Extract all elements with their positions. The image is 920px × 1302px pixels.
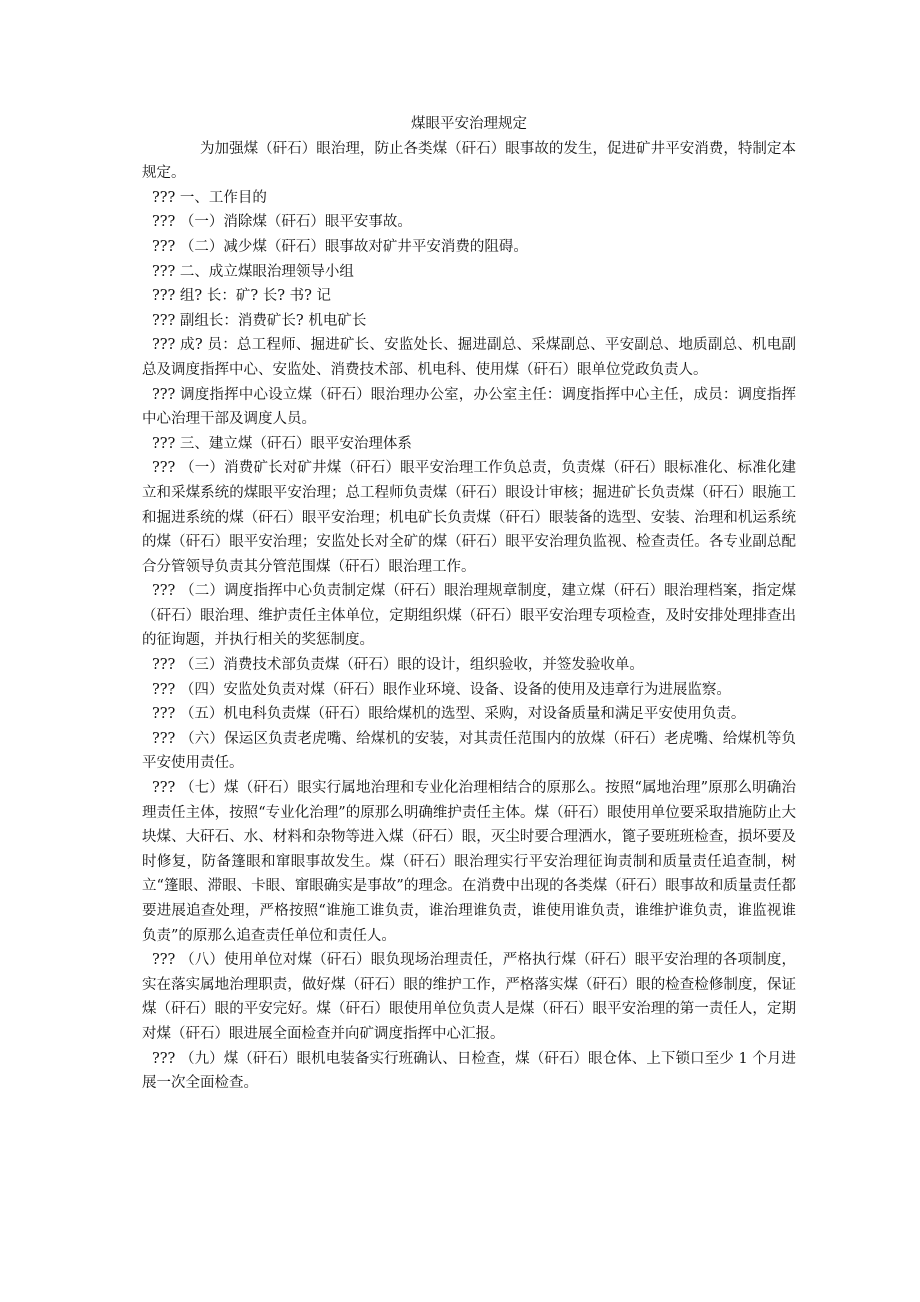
document-title: 煤眼平安治理规定 <box>411 116 527 132</box>
list-item: ??? 成? 员：总工程师、掘进矿长、安监处长、掘进副总、采煤副总、平安副总、地质副总、机电副总及调度指挥中心、安监处、消费技术部、机电科、使用煤（矸石）眼单位党政负责人。 <box>142 337 796 378</box>
section-heading: ??? 二、成立煤眼治理领导小组 <box>152 263 354 280</box>
paragraph: ??? （五）机电科负责煤（矸石）眼给煤机的选型、采购，对设备质量和满足平安使用负责。 <box>152 706 746 723</box>
paragraph: ??? （三）消费技术部负责煤（矸石）眼的设计，组织验收，并签发验收单。 <box>152 657 644 674</box>
paragraph: ??? （二）调度指挥中心负责制定煤（矸石）眼治理规章制度，建立煤（矸石）眼治理档案，指定煤（矸石）眼治理、维护责任主体单位，定期组织煤（矸石）眼平安治理专项检查，及时安排处理排查出的征询题，并执行相关的奖惩制度。 <box>142 583 796 649</box>
paragraph: ??? （四）安监处负责对煤（矸石）眼作业环境、设备、设备的使用及违章行为进展监察。 <box>152 681 731 698</box>
paragraph: ??? （八）使用单位对煤（矸石）眼负现场治理责任，严格执行煤（矸石）眼平安治理的各项制度，实在落实属地治理职责，做好煤（矸石）眼的维护工作，严格落实煤（矸石）眼的检查检修制度，保证煤（矸石）眼的平安完好。煤（矸石）眼使用单位负责人是煤（矸石）眼平安治理的第一责任人，定期对煤（矸石）眼进展全面检查并向矿调度指挥中心汇报。 <box>142 952 796 1042</box>
paragraph: ??? （一）消费矿长对矿井煤（矸石）眼平安治理工作负总责，负责煤（矸石）眼标准化、标准化建立和采煤系统的煤眼平安治理；总工程师负责煤（矸石）眼设计审核；掘进矿长负责煤（矸石）眼施工和掘进系统的煤（矸石）眼平安治理；机电矿长负责煤（矸石）眼装备的选型、安装、治理和机运系统的煤（矸石）眼平安治理；安监处长对全矿的煤（矸石）眼平安治理负监视、检查责任。各专业副总配合分管领导负责其分管范围煤（矸石）眼治理工作。 <box>142 460 796 575</box>
section-heading: ??? 一、工作目的 <box>152 189 267 206</box>
document-body <box>142 112 796 1096</box>
list-item: ??? （一）消除煤（矸石）眼平安事故。 <box>152 214 412 231</box>
paragraph: ??? 调度指挥中心设立煤（矸石）眼治理办公室，办公室主任：调度指挥中心主任，成员：调度指挥中心治理干部及调度人员。 <box>142 386 796 428</box>
list-item: ??? 组? 长：矿? 长? 书? 记 <box>152 288 331 305</box>
paragraph: ??? （九）煤（矸石）眼机电装备实行班确认、日检查，煤（矸石）眼仓体、上下锁口至少 1 个月进展一次全面检查。 <box>142 1050 796 1092</box>
intro-paragraph: 为加强煤（矸石）眼治理，防止各类煤（矸石）眼事故的发生，促进矿井平安消费，特制定本规定。 <box>142 140 796 182</box>
paragraph: ??? （七）煤（矸石）眼实行属地治理和专业化治理相结合的原那么。按照“属地治理”原那么明确治理责任主体，按照“专业化治理”的原那么明确维护责任主体。煤（矸石）眼使用单位要采取措施防止大块煤、大矸石、水、材料和杂物等进入煤（矸石）眼，灭尘时要合理洒水，篦子要班班检查，损坏要及时修复，防备篷眼和窜眼事故发生。煤（矸石）眼治理实行平安治理征询责制和质量责任追查制，树立“篷眼、滞眼、卡眼、窜眼确实是事故”的理念。在消费中出现的各类煤（矸石）眼事故和质量责任都要进展追查处理，严格按照“谁施工谁负责，谁治理谁负责，谁使用谁负责，谁维护谁负责，谁监视谁负责”的原那么追查责任单位和责任人。 <box>142 780 796 944</box>
list-item: ??? （二）减少煤（矸石）眼事故对矿井平安消费的阻碍。 <box>152 238 528 255</box>
section-heading: ??? 三、建立煤（矸石）眼平安治理体系 <box>152 435 412 452</box>
list-item: ??? 副组长：消费矿长? 机电矿长 <box>152 312 367 329</box>
paragraph: ??? （六）保运区负责老虎嘴、给煤机的安装，对其责任范围内的放煤（矸石）老虎嘴、给煤机等负平安使用责任。 <box>142 730 796 772</box>
